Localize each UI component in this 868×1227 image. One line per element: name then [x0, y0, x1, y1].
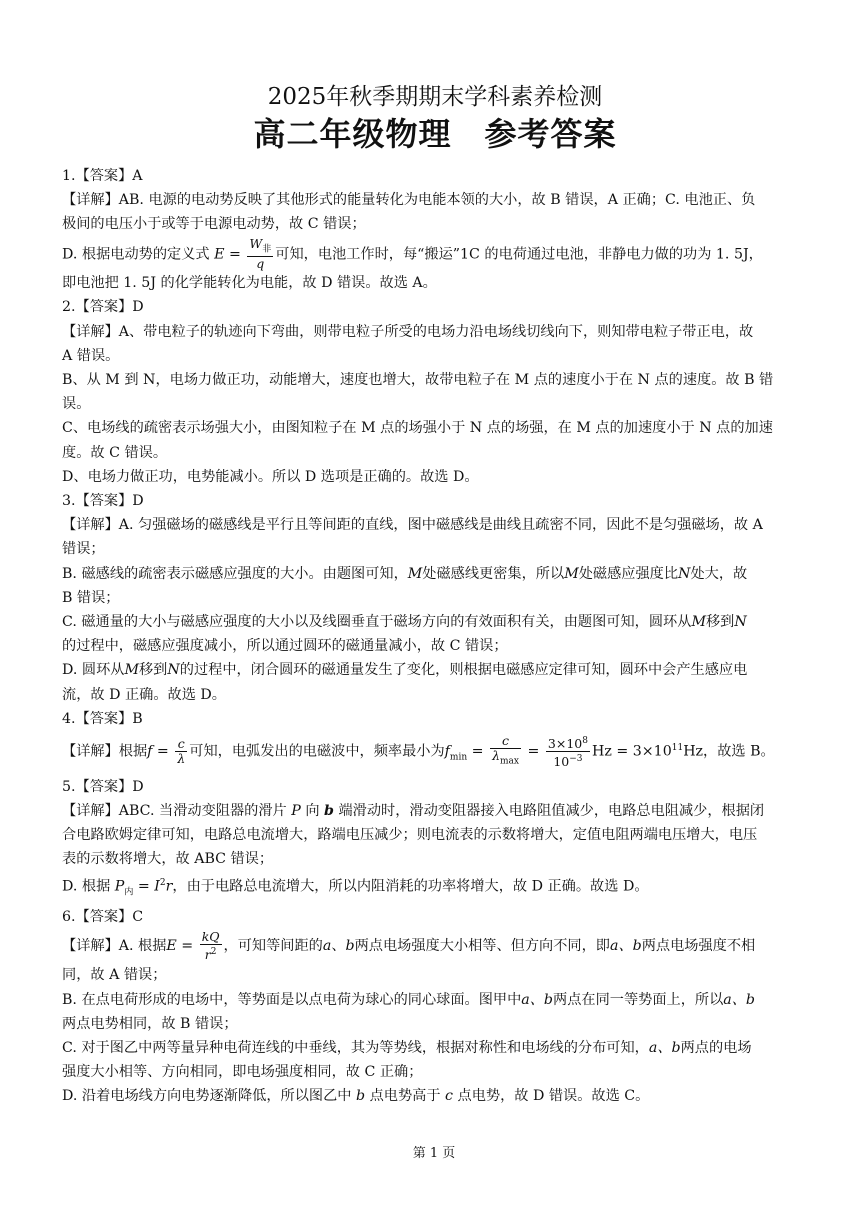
text-line: B、从 M 到 N，电场力做正功，动能增大，速度也增大，故带电粒子在 M 点的速度小于在 N 点的速度。故 B 错	[62, 371, 774, 388]
text-line: D. 根据电动势的定义式 E = $\frac{W_非}{q}$ 可知，电池工作时，每“搬运”1C 的电荷通过电池，非静电力做的功为 1. 5J，	[62, 235, 763, 272]
text-line: C、电场线的疏密表示场强大小，由图知粒子在 M 点的场强小于 N 点的场强，在 M 点的加速度小于 N 点的加速	[62, 420, 773, 437]
answer-title: 高二年级物理 参考答案	[253, 115, 617, 153]
text-line: 6.【答案】C	[62, 909, 144, 926]
exam-title: 2025年秋季期期末学科素养检测	[267, 84, 603, 110]
text-line: D. 根据 $P_内 = I^2r$，由于电路总电流增大，所以内阻消耗的功率将增大，故 D 正确。故选 D。	[62, 878, 649, 898]
text-line: 4.【答案】B	[62, 710, 143, 727]
text-line: 两点电势相同，故 B 错误；	[62, 1015, 238, 1032]
text-line: B 错误；	[62, 589, 120, 606]
text-line: B. 磁感线的疏密表示磁感应强度的大小。由题图可知，M处磁感线更密集，所以M处磁感应强度比N处大，故	[62, 565, 748, 582]
text-line: 同，故 A 错误；	[62, 967, 167, 984]
text-line: 【详解】A. 匀强磁场的磁感线是平行且等间距的直线，图中磁感线是曲线且疏密不同，因此不是匀强磁场，故 A	[62, 517, 763, 534]
text-line: 【详解】A、带电粒子的轨迹向下弯曲，则带电粒子所受的电场力沿电场线切线向下，则知带电粒子带正电，故	[62, 323, 754, 340]
text-line: 5.【答案】D	[62, 778, 144, 795]
text-line: C. 对于图乙中两等量异种电荷连线的中垂线，其为等势线，根据对称性和电场线的分布可知，a、b两点的电场	[62, 1039, 752, 1056]
text-line: 【详解】AB. 电源的电动势反映了其他形式的能量转化为电能本领的大小，故 B 错误，A 正确；C. 电池正、负	[62, 192, 756, 209]
text-line: 误。	[62, 396, 91, 413]
text-line: 【详解】A. 根据E = $\frac{kQ}{r^2}$ ，可知等间距的a、b两点电场强度大小相等、但方向不同，即a、b两点电场强度不相	[62, 929, 756, 963]
text-line: D. 圆环从M移到N的过程中，闭合圆环的磁通量发生了变化，则根据电磁感应定律可知，圆环中会产生感应电	[62, 662, 748, 679]
text-line: 极间的电压小于或等于电源电动势，故 C 错误；	[62, 216, 366, 233]
text-line: A 错误。	[62, 347, 120, 364]
text-line: 【详解】根据f = $\frac{c}{\lambda}$ 可知，电弧发出的电磁波中，频率最小为$f_{min}$ = $\frac{c}{\lambda_{max}}$ = $\frac{3\times 10^8}{10^{-3}}$ $Hz = 3\times 10^{11}Hz$，故选 B。	[62, 733, 775, 770]
fraction: $\frac{c}{\lambda_{max}}$	[492, 733, 519, 767]
text-line: 即电池把 1. 5J 的化学能转化为电能，故 D 错误。故选 A。	[62, 275, 437, 292]
fraction: $\frac{3\times 10^8}{10^{-3}}$	[547, 736, 588, 770]
fraction: $\frac{W_非}{q}$	[249, 235, 272, 272]
text-line: D. 沿着电场线方向电势逐渐降低，所以图乙中 b 点电势高于 c 点电势，故 D 错误。故选 C。	[62, 1088, 650, 1105]
text-line: 表的示数将增大，故 ABC 错误；	[62, 851, 274, 868]
text-line: 合电路欧姆定律可知，电路总电流增大，路端电压减少；则电流表的示数将增大，定值电阻两端电压增大，电压	[62, 826, 758, 843]
text-line: 的过程中，磁感应强度减小，所以通过圆环的磁通量减小，故 C 错误；	[62, 638, 508, 655]
text-line: D、电场力做正功，电势能减小。所以 D 选项是正确的。故选 D。	[62, 468, 479, 485]
page-number: 第 1 页	[412, 1146, 456, 1161]
text-line: 3.【答案】D	[62, 492, 144, 509]
text-line: B. 在点电荷形成的电场中，等势面是以点电荷为球心的同心球面。图甲中a、b两点在同一等势面上，所以a、b	[62, 991, 755, 1008]
text-line: 流，故 D 正确。故选 D。	[62, 686, 226, 703]
text-line: 2.【答案】D	[62, 299, 144, 316]
answer-body	[62, 164, 808, 1109]
text-line: 错误；	[62, 541, 105, 558]
text-line: C. 磁通量的大小与磁感应强度的大小以及线圈垂直于磁场方向的有效面积有关，由题图可知，圆环从M移到N	[62, 613, 747, 630]
text-line: 强度大小相等、方向相同，即电场强度相同，故 C 正确；	[62, 1064, 423, 1081]
text-line: 1.【答案】A	[62, 168, 143, 184]
text-line: 度。故 C 错误。	[62, 444, 168, 461]
text-line: 【详解】ABC. 当滑动变阻器的滑片 P 向 b 端滑动时，滑动变阻器接入电路阻值减少，电路总电阻减少，根据闭	[62, 802, 765, 819]
fraction: $\frac{kQ}{r^2}$	[201, 929, 220, 963]
fraction: $\frac{c}{\lambda}$	[177, 736, 186, 767]
